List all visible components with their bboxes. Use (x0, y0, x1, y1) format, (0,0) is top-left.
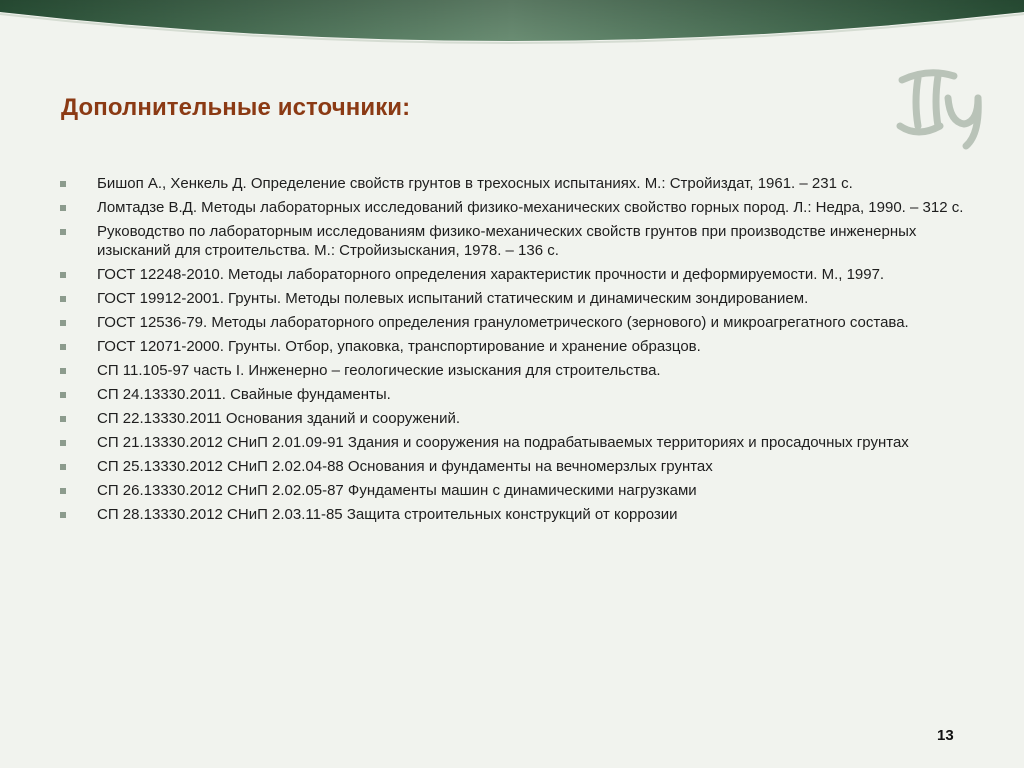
list-item (60, 174, 966, 193)
bullet-square-icon (60, 181, 66, 187)
list-item (60, 265, 966, 284)
list-item (60, 361, 966, 380)
slide-title: Дополнительные источники: (61, 94, 411, 121)
bullet-square-icon (60, 205, 66, 211)
list-item (60, 457, 966, 476)
bullet-square-icon (60, 464, 66, 470)
page-number: 13 (937, 727, 954, 744)
list-item (60, 385, 966, 404)
sources-list (60, 174, 966, 529)
source-text: СП 28.13330.2012 СНиП 2.03.11-85 Защита строительных конструкций от коррозии (97, 506, 678, 523)
source-text: Бишоп А., Хенкель Д. Определение свойств грунтов в трехосных испытаниях. М.: Стройиздат, 1961. – 231 с. (97, 175, 853, 192)
top-banner (0, 0, 1024, 60)
list-item (60, 198, 966, 217)
source-text: ГОСТ 12248-2010. Методы лабораторного определения характеристик прочности и деформируемости. М., 1997. (97, 266, 885, 283)
source-text: СП 25.13330.2012 СНиП 2.02.04-88 Основания и фундаменты на вечномерзлых грунтах (97, 458, 713, 475)
list-item (60, 409, 966, 428)
bullet-square-icon (60, 416, 66, 422)
source-text: СП 22.13330.2011 Основания зданий и сооружений. (97, 410, 461, 427)
list-item (60, 337, 966, 356)
university-monogram-icon (888, 62, 992, 154)
list-item (60, 222, 966, 260)
bullet-square-icon (60, 320, 66, 326)
source-text: СП 11.105-97 часть I. Инженерно – геологические изыскания для строительства. (97, 362, 661, 379)
bullet-square-icon (60, 392, 66, 398)
source-text: ГОСТ 12536-79. Методы лабораторного определения гранулометрического (зернового) и микроагрегатного состава. (97, 314, 909, 331)
list-item (60, 481, 966, 500)
bullet-square-icon (60, 229, 66, 235)
list-item (60, 289, 966, 308)
bullet-square-icon (60, 440, 66, 446)
bullet-square-icon (60, 272, 66, 278)
source-text: Ломтадзе В.Д. Методы лабораторных исследований физико-механических свойство горных пород. Л.: Недра, 1990. – 312 с. (97, 199, 964, 216)
source-text: СП 26.13330.2012 СНиП 2.02.05-87 Фундаменты машин с динамическими нагрузками (97, 482, 697, 499)
source-text: Руководство по лабораторным исследованиям физико-механических свойств грунтов при производстве инженерных изысканий для строительства. М.: Стройизыскания, 1978. – 136 с. (97, 223, 917, 259)
source-text: ГОСТ 12071-2000. Грунты. Отбор, упаковка, транспортирование и хранение образцов. (97, 338, 701, 355)
bullet-square-icon (60, 296, 66, 302)
list-item (60, 505, 966, 524)
banner-shape (0, 0, 1024, 60)
bullet-square-icon (60, 512, 66, 518)
list-item (60, 313, 966, 332)
bullet-square-icon (60, 368, 66, 374)
bullet-square-icon (60, 344, 66, 350)
source-text: ГОСТ 19912-2001. Грунты. Методы полевых испытаний статическим и динамическим зондированием. (97, 290, 809, 307)
bullet-square-icon (60, 488, 66, 494)
list-item (60, 433, 966, 452)
source-text: СП 21.13330.2012 СНиП 2.01.09-91 Здания и сооружения на подрабатываемых территориях и просадочных грунтах (97, 434, 909, 451)
source-text: СП 24.13330.2011. Свайные фундаменты. (97, 386, 391, 403)
